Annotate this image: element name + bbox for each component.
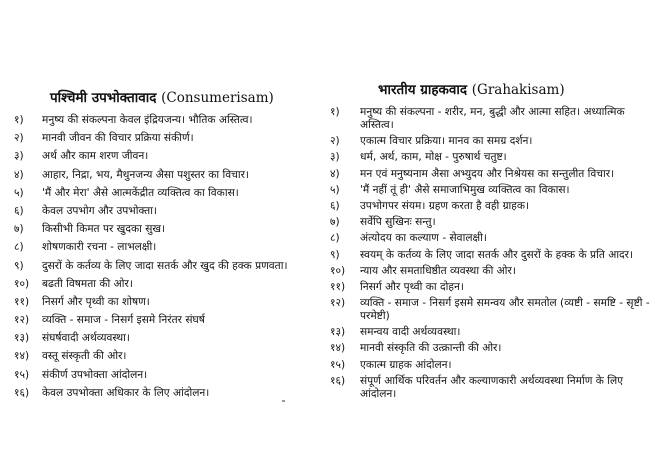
item-text: संघर्षवादी अर्थव्यवस्था। [42,332,130,345]
item-number: ३) [330,151,340,164]
consumerism-list-item [14,241,314,254]
item-text: वस्तू संस्कृती की ओर। [42,350,127,363]
consumerism-list-item [14,296,314,309]
grahakism-list-item [330,135,660,148]
item-number: १०) [330,264,346,277]
item-number: ९) [14,259,24,272]
item-number: ६) [330,199,340,212]
item-text: शोषणकारी रचना - लाभलक्षी। [42,241,157,254]
grahakism-list [330,106,660,401]
consumerism-list-item [14,314,314,327]
grahakism-title [330,80,660,98]
consumerism-list-item [14,150,314,163]
grahakism-list-item [330,151,660,164]
item-text: मन एवं मनुष्यनाम अैसा अभ्युदय और निश्रेयस का सन्तुलीत विचार। [360,167,615,180]
item-text: स्वयम् के कर्तव्य के लिए जादा सतर्क और दुसरों के हक्क के प्रति आदर। [360,248,634,261]
item-number: ८) [14,241,24,254]
item-number: ८) [330,232,340,245]
item-number: ११) [330,280,346,293]
item-number: ७) [14,223,24,236]
item-number: १४) [330,342,346,355]
consumerism-list [14,114,314,400]
item-number: ३) [14,150,24,163]
item-text: अंत्योदय का कल्याण - सेवालक्षी। [360,232,487,245]
consumerism-list-item [14,332,314,345]
item-number: १३) [330,326,346,339]
consumerism-title [14,88,314,106]
item-number: ९) [330,248,340,261]
item-text: केवल उपभोग और उपभोक्ता। [42,204,157,217]
item-text: मनुष्य की संकल्पना केवल इंद्रियजन्य। भौतिक अस्तित्व। [42,114,253,126]
item-number: ५) [330,183,340,196]
grahakism-list-item [330,184,660,197]
item-text: व्यक्ति - समाज - निसर्ग इसमे समन्वय और समतोल (व्यष्टी - समष्टि - सृष्टी - परमेष्टी) [360,297,650,323]
item-text: उपभोगपर संयम। ग्रहण करता है वही ग्राहक। [360,199,530,212]
item-text: धर्म, अर्थ, काम, मोक्ष - पुरुषार्थ चतुष्ट। [360,151,507,164]
grahakism-list-item [330,200,660,213]
consumerism-title-hindi: पश्चिमी उपभोक्तावाद [50,90,157,106]
item-text: मानवी संस्कृति की उत्क्रान्ती की ओर। [360,342,502,355]
item-text: समन्वय वादी अर्थव्यवस्था। [360,326,461,339]
item-text: निसर्ग और पृथ्वी का शोषण। [42,295,150,308]
grahakism-list-item [330,249,660,262]
item-text: संकीर्ण उपभोक्ता आंदोलन। [42,368,148,381]
item-text: आहार, निद्रा, भय, मैथुनजन्य अैसा पशुस्तर का विचार। [42,168,249,181]
grahakism-list-item [330,297,660,323]
item-text: दुसरों के कर्तव्य के लिए जादा सतर्क और खुद की हक्क प्रणवता। [42,259,288,272]
grahakism-list-item [330,265,660,278]
item-number: १०) [14,277,30,290]
item-number: २) [330,135,340,148]
consumerism-list-item [14,260,314,273]
grahakism-list-item [330,216,660,229]
consumerism-list-item [14,114,314,127]
item-text: अर्थ और काम शरण जीवन। [42,150,149,163]
scan-speck [282,400,285,402]
grahakism-column [330,80,660,404]
item-number: ७) [330,216,340,229]
grahakism-title-english: (Grahakisam) [471,82,565,98]
consumerism-list-item [14,387,314,400]
grahakism-list-item [330,168,660,181]
item-number: १६) [14,386,30,399]
item-number: १२) [14,314,30,327]
consumerism-list-item [14,350,314,363]
item-number: ११) [14,295,30,308]
grahakism-title-hindi: भारतीय ग्राहकवाद [378,82,468,98]
grahakism-list-item [330,281,660,294]
item-number: १३) [14,332,30,345]
item-text: निसर्ग और पृथ्वी का दोहन। [360,280,464,293]
item-number: ६) [14,204,24,217]
item-text: 'मैं और मेरा' अैसे आत्मकेंद्रीत व्यक्तित्व का विकास। [42,186,239,199]
consumerism-list-item [14,132,314,145]
item-text: बढती विषमता की ओर। [42,277,133,290]
item-text: किसीभी किमत पर खुदका सुख। [42,223,166,236]
item-text: 'मैं नहीं तूं ही' अैसे समाजाभिमुख व्यक्तित्व का विकास। [360,183,570,196]
consumerism-list-item [14,223,314,236]
item-number: १२) [330,297,346,310]
item-number: १४) [14,350,30,363]
consumerism-title-english: (Consumerisam) [161,90,274,106]
item-text: मनुष्य की संकल्पना - शरीर, मन, बुद्धी और आत्मा सहित। अध्यात्मिक अस्तित्व। [360,106,625,131]
item-number: ४) [14,168,24,181]
item-number: ५) [14,186,24,199]
grahakism-list-item [330,106,660,132]
consumerism-list-item [14,205,314,218]
item-text: एकात्म विचार प्रक्रिया। मानव का समग्र दर्शन। [360,135,533,148]
grahakism-list-item [330,342,660,355]
grahakism-list-item [330,359,660,372]
item-text: न्याय और समताधिष्ठीत व्यवस्था की ओर। [360,264,516,277]
consumerism-list-item [14,169,314,182]
grahakism-list-item [330,232,660,245]
item-number: १५) [14,368,30,381]
item-number: १५) [330,358,346,371]
consumerism-list-item [14,187,314,200]
item-text: संपूर्ण आर्थिक परिवर्तन और कल्याणकारी अर्थव्यवस्था निर्माण के लिए आंदोलन। [360,374,624,400]
consumerism-list-item [14,369,314,382]
item-text: केवल उपभोक्ता अधिकार के लिए आंदोलन। [42,386,210,399]
item-number: १६) [330,374,346,387]
item-number: १) [14,114,24,126]
item-text: एकात्म ग्राहक आंदोलन। [360,358,452,371]
item-text: सर्वेपि सुखिनः सन्तु। [360,216,436,229]
consumerism-list-item [14,278,314,291]
item-number: १) [330,106,340,118]
item-text: व्यक्ति - समाज - निसर्ग इसमे निरंतर संघर्ष [42,314,205,327]
grahakism-list-item [330,375,660,401]
item-number: ४) [330,167,340,180]
grahakism-list-item [330,326,660,339]
consumerism-column [14,88,314,405]
item-text: मानवी जीवन की विचार प्रक्रिया संकीर्ण। [42,132,194,145]
item-number: २) [14,132,24,145]
